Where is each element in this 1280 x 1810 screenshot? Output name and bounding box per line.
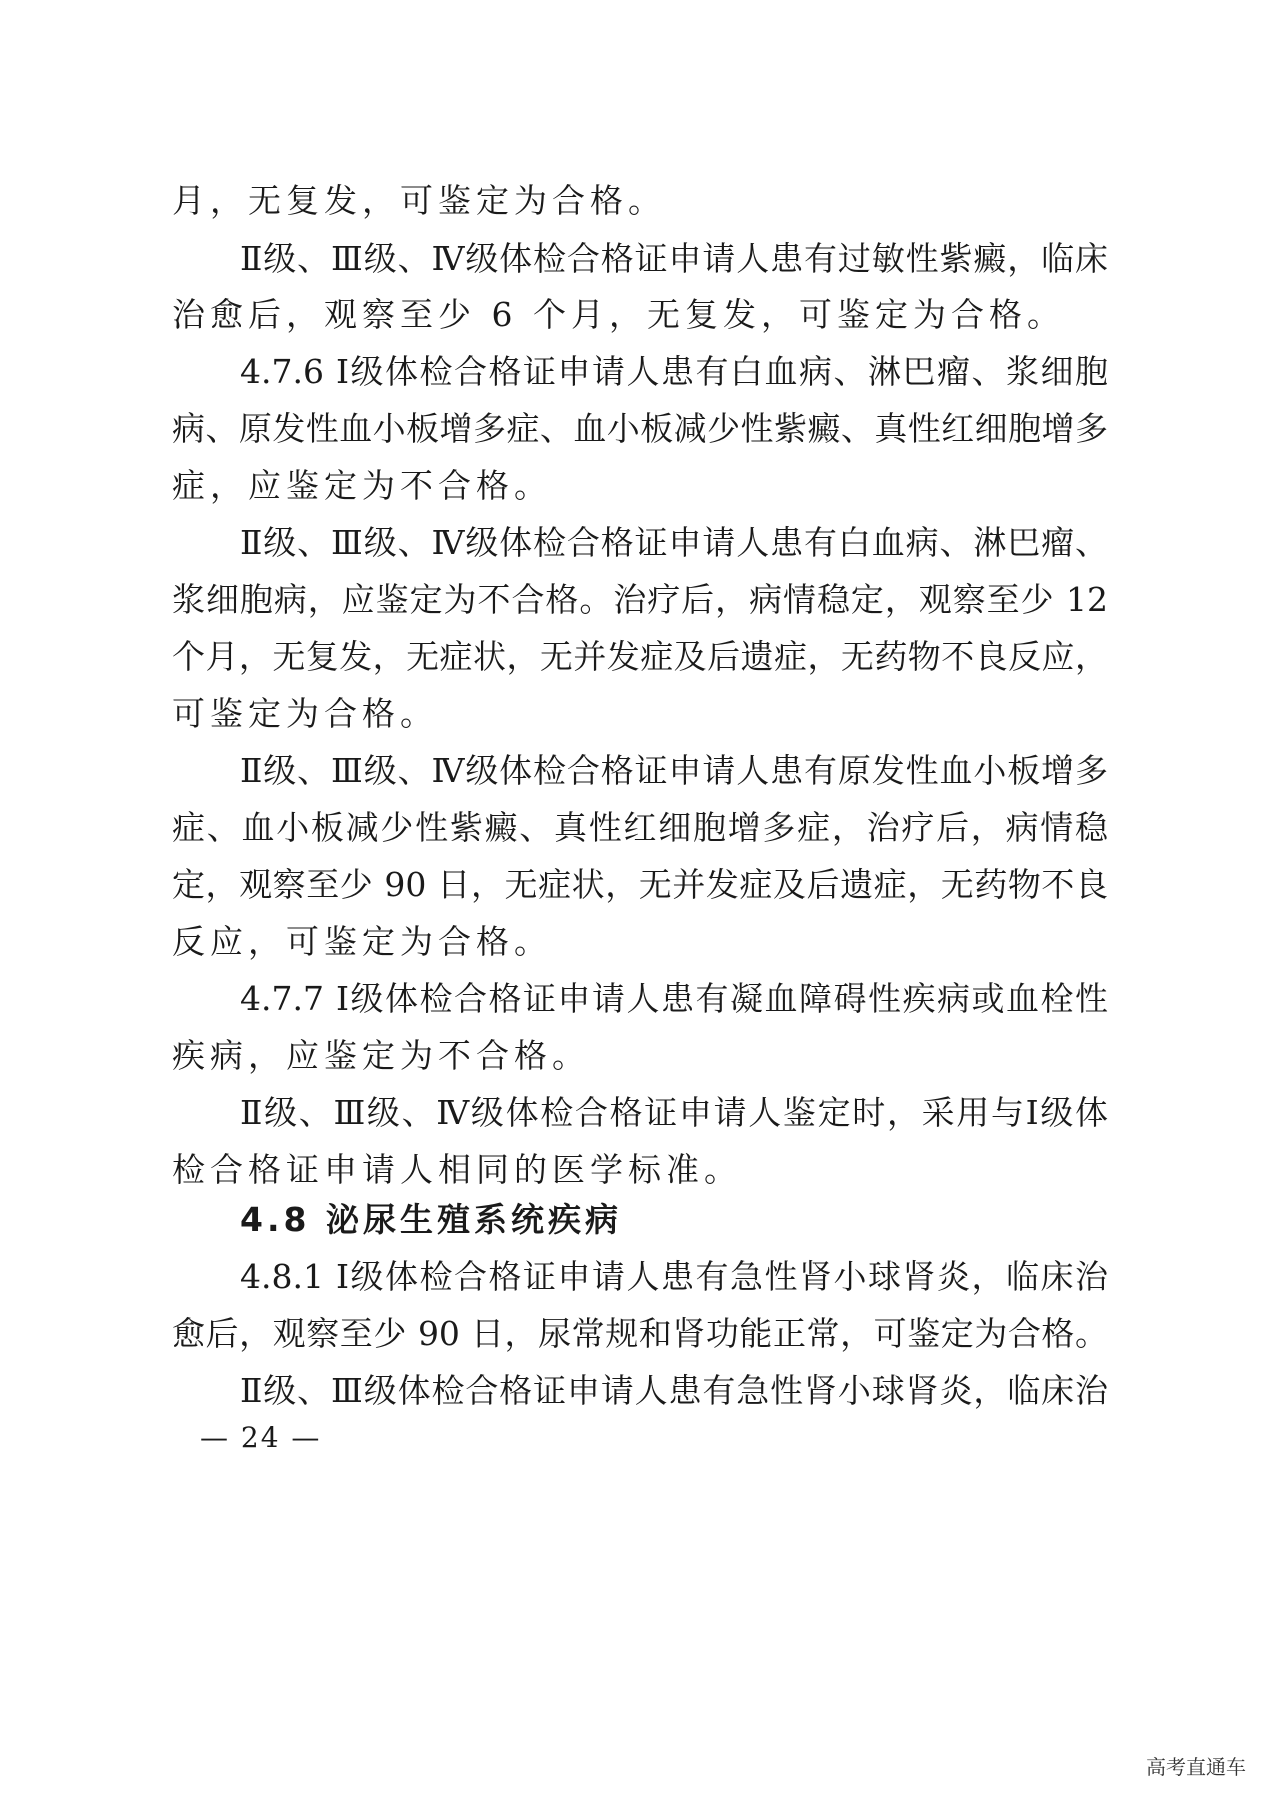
section-heading: 4.8 泌尿生殖系统疾病 xyxy=(240,1200,622,1239)
text-line: 4.7.6 Ⅰ级体检合格证申请人患有白血病、淋巴瘤、浆细胞 xyxy=(240,352,1108,391)
text-line: 检合格证申请人相同的医学标准。 xyxy=(172,1150,742,1189)
text-line: 个月，无复发，无症状，无并发症及后遗症，无药物不良反应， xyxy=(172,637,1108,676)
text-line: 症，应鉴定为不合格。 xyxy=(172,466,552,505)
text-line: 病、原发性血小板增多症、血小板减少性紫癜、真性红细胞增多 xyxy=(172,409,1108,448)
text-line: 愈后，观察至少 90 日，尿常规和肾功能正常，可鉴定为合格。 xyxy=(172,1314,1108,1353)
text-line: 可鉴定为合格。 xyxy=(172,694,438,733)
text-line: Ⅱ级、Ⅲ级、Ⅳ级体检合格证申请人患有白血病、淋巴瘤、 xyxy=(240,523,1108,562)
text-line: 4.7.7 Ⅰ级体检合格证申请人患有凝血障碍性疾病或血栓性 xyxy=(240,979,1108,1018)
text-line: 4.8.1 Ⅰ级体检合格证申请人患有急性肾小球肾炎，临床治 xyxy=(240,1257,1108,1296)
text-line: Ⅱ级、Ⅲ级、Ⅳ级体检合格证申请人患有过敏性紫癜，临床 xyxy=(240,239,1108,278)
text-line: Ⅱ级、Ⅲ级、Ⅳ级体检合格证申请人患有原发性血小板增多 xyxy=(240,751,1108,790)
text-line: Ⅱ级、Ⅲ级、Ⅳ级体检合格证申请人鉴定时，采用与Ⅰ级体 xyxy=(240,1093,1108,1132)
text-line: 症、血小板减少性紫癜、真性红细胞增多症，治疗后，病情稳 xyxy=(172,808,1108,847)
text-line: 疾病，应鉴定为不合格。 xyxy=(172,1036,590,1075)
watermark-text: 高考直通车 xyxy=(1146,1755,1246,1779)
text-line: 定，观察至少 90 日，无症状，无并发症及后遗症，无药物不良 xyxy=(172,865,1108,904)
text-line: Ⅱ级、Ⅲ级体检合格证申请人患有急性肾小球肾炎，临床治 xyxy=(240,1371,1108,1410)
text-line: 反应，可鉴定为合格。 xyxy=(172,922,552,961)
text-line: 浆细胞病，应鉴定为不合格。治疗后，病情稳定，观察至少 12 xyxy=(172,580,1108,619)
text-line: 月，无复发，可鉴定为合格。 xyxy=(172,181,666,220)
page-number: — 24 — xyxy=(200,1421,322,1454)
text-line: 治愈后，观察至少 6 个月，无复发，可鉴定为合格。 xyxy=(172,295,1065,334)
